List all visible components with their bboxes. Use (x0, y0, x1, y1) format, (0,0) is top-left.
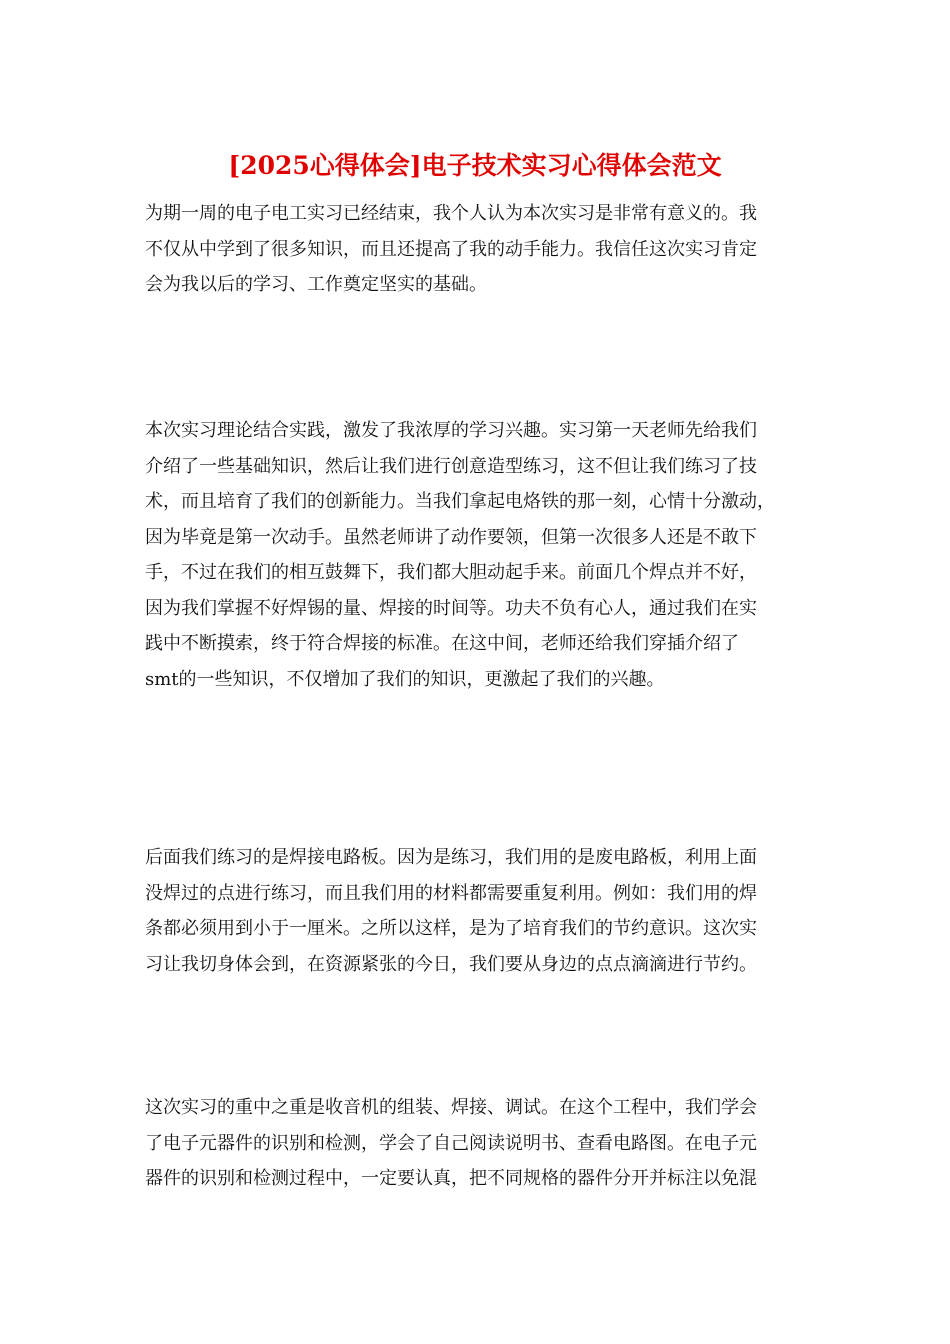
paragraph-line: 后面我们练习的是焊接电路板。因为是练习，我们用的是废电路板，利用上面 (145, 847, 757, 868)
paragraph-line: 因为毕竟是第一次动手。虽然老师讲了动作要领，但第一次很多人还是不敢下 (145, 526, 757, 548)
paragraph-line: 因为我们掌握不好焊锡的量、焊接的时间等。功夫不负有心人，通过我们在实 (145, 597, 757, 619)
paragraph-line: 术，而且培育了我们的创新能力。当我们拿起电烙铁的那一刻，心情十分激动， (145, 491, 775, 512)
paragraph-line: 为期一周的电子电工实习已经结束，我个人认为本次实习是非常有意义的。我 (145, 203, 757, 224)
paragraph-line: 不仅从中学到了很多知识，而且还提高了我的动手能力。我信任这次实习肯定 (145, 238, 757, 260)
document-title: [2025心得体会]电子技术实习心得体会范文 (228, 151, 722, 180)
paragraph-line: 条都必须用到小于一厘米。之所以这样，是为了培育我们的节约意识。这次实 (145, 918, 757, 939)
paragraph-line: 践中不断摸索，终于符合焊接的标准。在这中间，老师还给我们穿插介绍了 (145, 633, 739, 654)
paragraph-line: 没焊过的点进行练习，而且我们用的材料都需要重复利用。例如：我们用的焊 (145, 882, 757, 904)
paragraph-line: 器件的识别和检测过程中，一定要认真，把不同规格的器件分开并标注以免混 (145, 1168, 757, 1189)
paragraph-line: smt的一些知识，不仅增加了我们的知识，更激起了我们的兴趣。 (145, 668, 665, 690)
paragraph-line: 了电子元器件的识别和检测，学会了自己阅读说明书、查看电路图。在电子元 (145, 1132, 757, 1154)
paragraph-line: 介绍了一些基础知识，然后让我们进行创意造型练习，这不但让我们练习了技 (145, 455, 757, 477)
paragraph-4 (145, 1090, 805, 1197)
paragraph-2 (145, 413, 805, 697)
paragraph-line: 习让我切身体会到，在资源紧张的今日，我们要从身边的点点滴滴进行节约。 (145, 953, 757, 975)
paragraph-1 (145, 196, 805, 303)
paragraph-line: 会为我以后的学习、工作奠定坚实的基础。 (145, 274, 487, 295)
paragraph-line: 这次实习的重中之重是收音机的组装、焊接、调试。在这个工程中，我们学会 (145, 1097, 757, 1118)
paragraph-3 (145, 840, 805, 982)
paragraph-line: 本次实习理论结合实践，激发了我浓厚的学习兴趣。实习第一天老师先给我们 (145, 420, 757, 441)
paragraph-line: 手，不过在我们的相互鼓舞下，我们都大胆动起手来。前面几个焊点并不好， (145, 562, 757, 583)
